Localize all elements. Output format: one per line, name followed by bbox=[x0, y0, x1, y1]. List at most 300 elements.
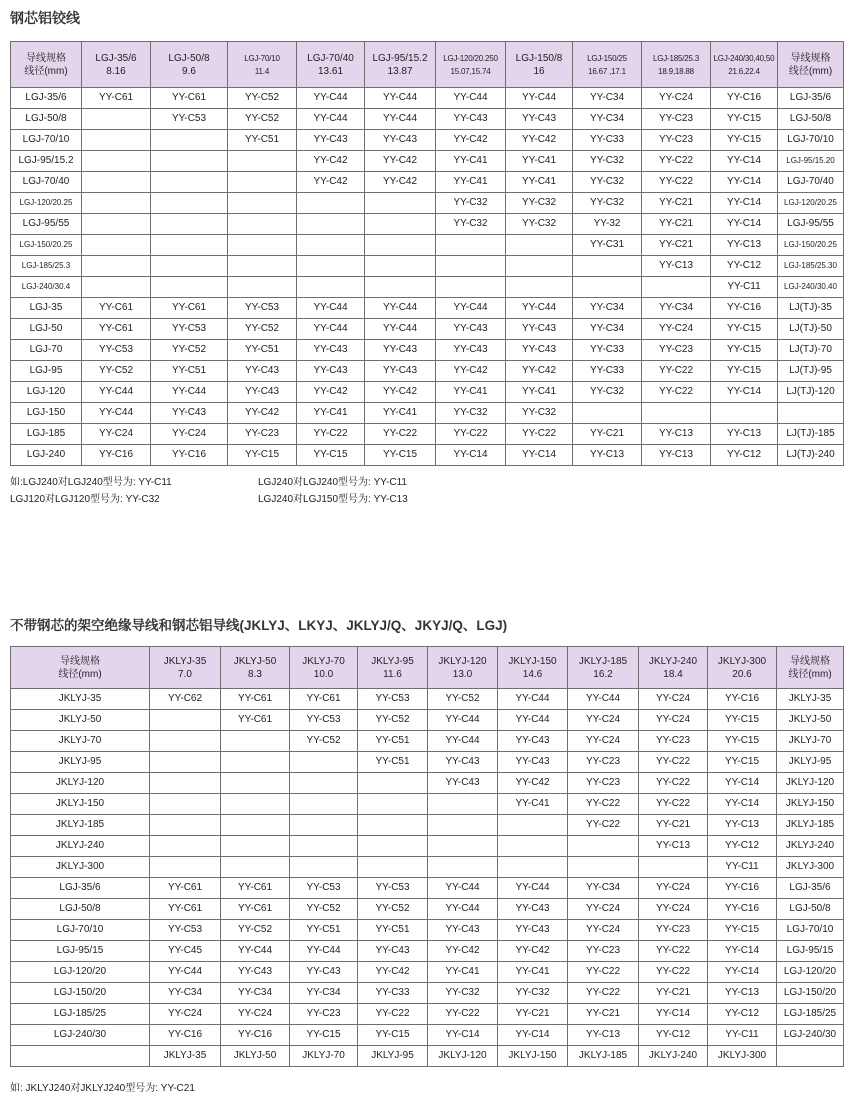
table1-header-label: LGJ-150/25 bbox=[587, 53, 627, 63]
table1-cell bbox=[228, 235, 297, 256]
table1-cell: LGJ-70 bbox=[11, 340, 82, 361]
table2-cell: YY-C52 bbox=[428, 689, 498, 710]
table2-cell: YY-C13 bbox=[708, 815, 777, 836]
table2-header-row bbox=[11, 647, 844, 689]
table1-cell: YY-C43 bbox=[228, 361, 297, 382]
table2-header-cell bbox=[11, 647, 150, 689]
table-row bbox=[11, 815, 844, 836]
table-row bbox=[11, 1025, 844, 1046]
table1-cell: YY-C14 bbox=[711, 214, 778, 235]
table2-cell: JKLYJ-150 bbox=[777, 794, 844, 815]
table1-header-cell bbox=[365, 42, 436, 88]
table1-cell: YY-C24 bbox=[151, 424, 228, 445]
table1-cell: YY-C43 bbox=[436, 319, 506, 340]
table2-cell: LGJ-120/20 bbox=[777, 962, 844, 983]
table2-cell: LGJ-50/8 bbox=[777, 899, 844, 920]
table2-cell bbox=[150, 857, 221, 878]
table1-cell: LJ(TJ)-35 bbox=[778, 298, 844, 319]
table2-header-diameter: 14.6 bbox=[522, 668, 543, 680]
table2-cell: YY-C53 bbox=[150, 920, 221, 941]
table2-header-diameter: 11.6 bbox=[383, 668, 402, 680]
table2-cell: YY-C53 bbox=[290, 878, 358, 899]
table2-cell bbox=[358, 836, 428, 857]
table1-cell: YY-C43 bbox=[506, 340, 573, 361]
table1-cell: LGJ-35/6 bbox=[778, 88, 844, 109]
table2-header-cell bbox=[708, 647, 777, 689]
table2-header-label: 导线规格 bbox=[60, 655, 100, 667]
table1-cell: YY-C13 bbox=[711, 235, 778, 256]
table1-cell: LGJ-150 bbox=[11, 403, 82, 424]
table1-cell: YY-C22 bbox=[365, 424, 436, 445]
table1-cell: YY-C21 bbox=[573, 424, 642, 445]
table2-cell: YY-C52 bbox=[221, 920, 290, 941]
table1-cell: YY-C13 bbox=[711, 424, 778, 445]
table-row bbox=[11, 151, 844, 172]
table1-cell bbox=[228, 172, 297, 193]
table2-cell bbox=[221, 794, 290, 815]
table1-cell: YY-C32 bbox=[506, 214, 573, 235]
table-row bbox=[11, 214, 844, 235]
table1-cell bbox=[151, 193, 228, 214]
table-row bbox=[11, 1046, 844, 1067]
table2-cell: YY-C61 bbox=[221, 878, 290, 899]
table1-cell: YY-C41 bbox=[436, 172, 506, 193]
table2-cell: YY-C43 bbox=[428, 920, 498, 941]
table1-cell: YY-C43 bbox=[506, 319, 573, 340]
table1-cell: YY-C32 bbox=[573, 382, 642, 403]
table1-cell: LGJ-95/15.20 bbox=[778, 151, 844, 172]
table1-cell bbox=[151, 214, 228, 235]
table-row bbox=[11, 1004, 844, 1025]
table2-cell: YY-C52 bbox=[290, 731, 358, 752]
table2-cell: JKLYJ-70 bbox=[777, 731, 844, 752]
table2-cell: YY-C22 bbox=[428, 1004, 498, 1025]
table2-cell: YY-C16 bbox=[708, 689, 777, 710]
table2-cell bbox=[150, 794, 221, 815]
table1-cell: YY-C43 bbox=[436, 109, 506, 130]
table1-cell: YY-C41 bbox=[436, 151, 506, 172]
table1-title: 钢芯铝铰线 bbox=[10, 10, 80, 26]
table2-cell: YY-C15 bbox=[708, 731, 777, 752]
table1-header-label: LGJ-185/25.3 bbox=[652, 53, 700, 63]
table1-cell bbox=[82, 109, 151, 130]
table1-cell: YY-C32 bbox=[506, 403, 573, 424]
table2-header-cell bbox=[568, 647, 639, 689]
table2-cell: LGJ-50/8 bbox=[11, 899, 150, 920]
table2-cell: YY-C12 bbox=[708, 836, 777, 857]
table-row bbox=[11, 235, 844, 256]
table1-cell: YY-C52 bbox=[151, 340, 228, 361]
table1-cell: YY-C22 bbox=[436, 424, 506, 445]
table2-cell: YY-C62 bbox=[150, 689, 221, 710]
table1-note-1: 如:LGJ240对LGJ240型号为: YY-C11 bbox=[10, 477, 172, 488]
table2-cell: YY-C24 bbox=[150, 1004, 221, 1025]
table2-cell: YY-C43 bbox=[498, 752, 568, 773]
table1-cell: YY-C51 bbox=[228, 340, 297, 361]
table2-cell: YY-C61 bbox=[221, 710, 290, 731]
table1-cell bbox=[365, 193, 436, 214]
table1-cell: YY-C15 bbox=[711, 130, 778, 151]
table1-header-row bbox=[11, 42, 844, 88]
table1-cell bbox=[297, 235, 365, 256]
table1-cell: YY-C23 bbox=[642, 109, 711, 130]
table1-cell bbox=[365, 277, 436, 298]
table2-cell: JKLYJ-70 bbox=[290, 1046, 358, 1067]
table2-header-cell bbox=[221, 647, 290, 689]
table2-cell: YY-C24 bbox=[568, 710, 639, 731]
table1-cell: YY-C42 bbox=[506, 130, 573, 151]
table2-header-cell bbox=[358, 647, 428, 689]
table2-cell: YY-C41 bbox=[498, 794, 568, 815]
table2-cell bbox=[568, 836, 639, 857]
table2-cell bbox=[290, 773, 358, 794]
table1-cell: YY-C44 bbox=[506, 298, 573, 319]
table2-cell: LGJ-95/15 bbox=[11, 941, 150, 962]
table2-cell: YY-C15 bbox=[708, 710, 777, 731]
table1-header-label: LGJ-120/20.250 bbox=[443, 53, 498, 63]
table2-cell: YY-C44 bbox=[428, 731, 498, 752]
table1-cell: LGJ-70/40 bbox=[11, 172, 82, 193]
table2-cell: YY-C44 bbox=[428, 899, 498, 920]
table2-cell: YY-C14 bbox=[639, 1004, 708, 1025]
table2-cell: YY-C24 bbox=[639, 689, 708, 710]
table2-cell: YY-C42 bbox=[428, 941, 498, 962]
table2-cell: YY-C51 bbox=[290, 920, 358, 941]
table1-cell: YY-C43 bbox=[365, 340, 436, 361]
table2-cell: LGJ-150/20 bbox=[11, 983, 150, 1004]
table1-note-3: LGJ120对LGJ120型号为: YY-C32 bbox=[10, 494, 160, 505]
table2-cell: YY-C13 bbox=[708, 983, 777, 1004]
table1-cell bbox=[228, 277, 297, 298]
table2-cell: JKLYJ-95 bbox=[777, 752, 844, 773]
table1-cell: YY-C15 bbox=[297, 445, 365, 466]
table1-cell: LJ(TJ)-120 bbox=[778, 382, 844, 403]
table2-cell: JKLYJ-120 bbox=[777, 773, 844, 794]
table1-cell: YY-C43 bbox=[506, 109, 573, 130]
table1-cell: YY-C33 bbox=[573, 130, 642, 151]
table1-cell: YY-C51 bbox=[228, 130, 297, 151]
table2-cell bbox=[290, 794, 358, 815]
table1-cell: LGJ-95/55 bbox=[778, 214, 844, 235]
table1-header-diameter: 21.6,22.4 bbox=[728, 66, 760, 76]
table1-cell: YY-C32 bbox=[573, 172, 642, 193]
table2-cell: YY-C23 bbox=[568, 941, 639, 962]
table2-header-cell bbox=[428, 647, 498, 689]
table1-cell bbox=[365, 235, 436, 256]
table2-cell: JKLYJ-240 bbox=[11, 836, 150, 857]
table2-cell: YY-C43 bbox=[428, 752, 498, 773]
table1-cell: YY-C43 bbox=[297, 340, 365, 361]
table1-cell: LGJ-150/20.25 bbox=[778, 235, 844, 256]
table2-cell: JKLYJ-50 bbox=[11, 710, 150, 731]
table2-cell: YY-C14 bbox=[708, 941, 777, 962]
table2-cell: YY-C14 bbox=[428, 1025, 498, 1046]
table1-cell bbox=[642, 403, 711, 424]
table2-cell: YY-C16 bbox=[221, 1025, 290, 1046]
table2-cell: YY-C51 bbox=[358, 731, 428, 752]
table1-cell: YY-C43 bbox=[228, 382, 297, 403]
table2-header-label: JKLYJ-35 bbox=[163, 655, 207, 667]
table2-cell bbox=[358, 815, 428, 836]
table-row bbox=[11, 130, 844, 151]
table1-cell: YY-C23 bbox=[228, 424, 297, 445]
table2-cell: JKLYJ-300 bbox=[11, 857, 150, 878]
table2-cell: YY-C24 bbox=[568, 731, 639, 752]
table1-cell: YY-C42 bbox=[297, 382, 365, 403]
table2-cell: JKLYJ-50 bbox=[221, 1046, 290, 1067]
table1-cell: YY-C12 bbox=[711, 445, 778, 466]
table1-cell: YY-C41 bbox=[506, 151, 573, 172]
table2-cell: YY-C16 bbox=[708, 878, 777, 899]
table1-header-diameter: 16 bbox=[533, 65, 545, 77]
table1-header-cell bbox=[778, 42, 844, 88]
table1-cell: YY-C33 bbox=[573, 340, 642, 361]
table2-cell: YY-C44 bbox=[290, 941, 358, 962]
table2-cell: YY-C52 bbox=[358, 710, 428, 731]
table1-cell: YY-C52 bbox=[228, 319, 297, 340]
table2-cell bbox=[221, 773, 290, 794]
table1-cell: YY-C52 bbox=[228, 88, 297, 109]
table2-cell bbox=[150, 815, 221, 836]
table1-cell: LJ(TJ)-50 bbox=[778, 319, 844, 340]
table2-cell: LGJ-35/6 bbox=[777, 878, 844, 899]
table2-cell bbox=[428, 794, 498, 815]
table2-cell: YY-C42 bbox=[358, 962, 428, 983]
table2-cell: JKLYJ-185 bbox=[777, 815, 844, 836]
table2-header-cell bbox=[498, 647, 568, 689]
table-row bbox=[11, 878, 844, 899]
table2-cell bbox=[428, 815, 498, 836]
table2-cell bbox=[639, 857, 708, 878]
table1-cell: YY-C13 bbox=[642, 445, 711, 466]
table2-cell: YY-C44 bbox=[498, 878, 568, 899]
table2-cell: YY-C61 bbox=[150, 899, 221, 920]
table2-cell: YY-C23 bbox=[639, 920, 708, 941]
table2-cell bbox=[358, 773, 428, 794]
table1-cell: YY-32 bbox=[573, 214, 642, 235]
table1-cell: YY-C53 bbox=[151, 109, 228, 130]
table2-cell: YY-C61 bbox=[221, 899, 290, 920]
table2-cell bbox=[221, 857, 290, 878]
table2-cell: YY-C42 bbox=[498, 773, 568, 794]
table1-cell: YY-C41 bbox=[506, 172, 573, 193]
table1-cell: YY-C24 bbox=[82, 424, 151, 445]
table2-cell: JKLYJ-185 bbox=[568, 1046, 639, 1067]
table1-cell: LJ(TJ)-95 bbox=[778, 361, 844, 382]
table2-cell: YY-C24 bbox=[568, 899, 639, 920]
table1-cell bbox=[436, 277, 506, 298]
table2-cell bbox=[290, 752, 358, 773]
table1-header-diameter: 9.6 bbox=[182, 65, 196, 77]
table2-cell bbox=[221, 815, 290, 836]
table2-cell: LGJ-185/25 bbox=[777, 1004, 844, 1025]
table1-cell: YY-C42 bbox=[365, 172, 436, 193]
table1-cell: LGJ-120 bbox=[11, 382, 82, 403]
table2-cell: YY-C41 bbox=[428, 962, 498, 983]
table1-cell: YY-C43 bbox=[297, 130, 365, 151]
table2-title: 不带钢芯的架空绝缘导线和钢芯铝导线(JKLYJ、LKYJ、JKLYJ/Q、JKYJ/Q、LGJ) bbox=[10, 618, 508, 633]
table2-cell: JKLYJ-150 bbox=[498, 1046, 568, 1067]
table2-cell bbox=[498, 857, 568, 878]
table1-cell: YY-C42 bbox=[228, 403, 297, 424]
table2-header-label: JKLYJ-240 bbox=[648, 655, 698, 667]
table1-cell: YY-C61 bbox=[151, 88, 228, 109]
table1-cell: YY-C15 bbox=[711, 319, 778, 340]
table2-header-label: JKLYJ-300 bbox=[717, 655, 767, 667]
table2-cell: LGJ-120/20 bbox=[11, 962, 150, 983]
table-row bbox=[11, 424, 844, 445]
table2-cell: YY-C16 bbox=[708, 899, 777, 920]
table1-cell: YY-C14 bbox=[436, 445, 506, 466]
table1-cell: LGJ-95 bbox=[11, 361, 82, 382]
table2-cell bbox=[150, 710, 221, 731]
table1-cell bbox=[82, 214, 151, 235]
table1-cell bbox=[82, 277, 151, 298]
table2-cell: YY-C43 bbox=[290, 962, 358, 983]
table2-cell: YY-C43 bbox=[498, 899, 568, 920]
table2-cell: LGJ-70/10 bbox=[777, 920, 844, 941]
table2-cell bbox=[11, 1046, 150, 1067]
table1-cell: YY-C61 bbox=[82, 319, 151, 340]
table1-header-diameter: 线径(mm) bbox=[24, 65, 68, 77]
table1-spec-table bbox=[10, 41, 844, 466]
table-row bbox=[11, 773, 844, 794]
table1-cell: YY-C33 bbox=[573, 361, 642, 382]
table1-cell: YY-C32 bbox=[436, 403, 506, 424]
table2-header-cell bbox=[150, 647, 221, 689]
table2-cell: YY-C43 bbox=[498, 920, 568, 941]
table1-cell: YY-C32 bbox=[436, 214, 506, 235]
table2-cell: YY-C51 bbox=[358, 920, 428, 941]
table2-header-label: 导线规格 bbox=[790, 655, 830, 667]
table2-cell bbox=[290, 836, 358, 857]
table1-cell: YY-C61 bbox=[82, 88, 151, 109]
table1-cell: YY-C15 bbox=[228, 445, 297, 466]
table-row bbox=[11, 689, 844, 710]
table1-cell: YY-C13 bbox=[642, 256, 711, 277]
table1-cell bbox=[82, 130, 151, 151]
table2-cell: YY-C15 bbox=[708, 752, 777, 773]
table2-cell: YY-C45 bbox=[150, 941, 221, 962]
table1-cell: LGJ-95/15.2 bbox=[11, 151, 82, 172]
table2-cell: YY-C22 bbox=[639, 941, 708, 962]
table1-cell: YY-C34 bbox=[573, 319, 642, 340]
table2-cell: JKLYJ-240 bbox=[777, 836, 844, 857]
table2-cell bbox=[358, 794, 428, 815]
table2-cell: LGJ-240/30 bbox=[777, 1025, 844, 1046]
table2-header-label: JKLYJ-185 bbox=[578, 655, 628, 667]
table1-cell: YY-C22 bbox=[297, 424, 365, 445]
table2-cell: LGJ-150/20 bbox=[777, 983, 844, 1004]
table1-cell: YY-C34 bbox=[642, 298, 711, 319]
table1-cell: YY-C44 bbox=[151, 382, 228, 403]
table2-header-label: JKLYJ-150 bbox=[508, 655, 557, 667]
table1-cell: YY-C16 bbox=[711, 298, 778, 319]
table1-header-label: 导线规格 bbox=[790, 52, 831, 64]
table2-cell bbox=[428, 857, 498, 878]
table1-cell: LGJ-35 bbox=[11, 298, 82, 319]
table1-cell: YY-C15 bbox=[711, 109, 778, 130]
table1-cell: YY-C14 bbox=[711, 382, 778, 403]
table2-cell: YY-C24 bbox=[568, 920, 639, 941]
table1-cell bbox=[82, 256, 151, 277]
table1-note-2: LGJ240对LGJ240型号为: YY-C11 bbox=[258, 477, 407, 488]
table2-cell: YY-C34 bbox=[150, 983, 221, 1004]
table2-cell: YY-C22 bbox=[358, 1004, 428, 1025]
table1-header-diameter: 线径(mm) bbox=[788, 65, 833, 77]
table1-header-cell bbox=[151, 42, 228, 88]
table1-header-cell bbox=[82, 42, 151, 88]
table2-cell: YY-C44 bbox=[428, 710, 498, 731]
table1-cell: LGJ-70/10 bbox=[778, 130, 844, 151]
table1-cell: YY-C15 bbox=[711, 340, 778, 361]
table1-cell bbox=[642, 277, 711, 298]
table1-cell bbox=[82, 172, 151, 193]
table2-header-label: JKLYJ-50 bbox=[233, 655, 277, 667]
table1-cell: YY-C15 bbox=[365, 445, 436, 466]
table1-header-diameter: 15.07,15.74 bbox=[450, 66, 491, 76]
table2-cell bbox=[498, 815, 568, 836]
table-row bbox=[11, 836, 844, 857]
table2-cell: JKLYJ-95 bbox=[11, 752, 150, 773]
table1-cell: YY-C23 bbox=[642, 130, 711, 151]
table2-cell: YY-C22 bbox=[639, 794, 708, 815]
table2-header-diameter: 7.0 bbox=[178, 668, 192, 680]
table2-cell: JKLYJ-185 bbox=[11, 815, 150, 836]
table2-cell: JKLYJ-240 bbox=[639, 1046, 708, 1067]
table1-header-cell bbox=[228, 42, 297, 88]
table2-cell: JKLYJ-120 bbox=[428, 1046, 498, 1067]
table1-cell: YY-C44 bbox=[436, 88, 506, 109]
table1-cell: YY-C53 bbox=[228, 298, 297, 319]
table2-cell: JKLYJ-150 bbox=[11, 794, 150, 815]
table2-cell: YY-C14 bbox=[708, 773, 777, 794]
table2-cell: YY-C43 bbox=[428, 773, 498, 794]
table1-cell: YY-C43 bbox=[297, 361, 365, 382]
table1-header-diameter: 11.4 bbox=[254, 66, 270, 76]
table-row bbox=[11, 899, 844, 920]
table1-cell: LGJ-50 bbox=[11, 319, 82, 340]
table1-cell: YY-C34 bbox=[573, 298, 642, 319]
table-row bbox=[11, 962, 844, 983]
table2-cell: YY-C51 bbox=[358, 752, 428, 773]
table1-cell bbox=[506, 235, 573, 256]
table1-cell: YY-C21 bbox=[642, 193, 711, 214]
table1-cell bbox=[573, 256, 642, 277]
table1-cell: YY-C44 bbox=[82, 382, 151, 403]
table-row bbox=[11, 298, 844, 319]
table1-header-label: LGJ-35/6 bbox=[95, 52, 137, 64]
table2-cell: YY-C44 bbox=[498, 689, 568, 710]
table1-cell: YY-C31 bbox=[573, 235, 642, 256]
table1-cell: YY-C23 bbox=[642, 340, 711, 361]
table2-cell: YY-C23 bbox=[568, 752, 639, 773]
table1-cell: YY-C61 bbox=[151, 298, 228, 319]
table1-cell bbox=[228, 256, 297, 277]
table2-cell: JKLYJ-95 bbox=[358, 1046, 428, 1067]
table1-cell bbox=[573, 403, 642, 424]
table1-cell: YY-C42 bbox=[365, 151, 436, 172]
table1-cell: YY-C44 bbox=[365, 298, 436, 319]
table1-header-diameter: 13.87 bbox=[387, 65, 413, 77]
table2-cell: YY-C22 bbox=[568, 962, 639, 983]
table2-cell: YY-C11 bbox=[708, 857, 777, 878]
table1-cell bbox=[228, 151, 297, 172]
table1-cell: LGJ-95/55 bbox=[11, 214, 82, 235]
table2-note-1: 如: JKLYJ240对JKLYJ240型号为: YY-C21 bbox=[10, 1083, 195, 1094]
table2-cell: YY-C43 bbox=[221, 962, 290, 983]
table1-cell bbox=[297, 193, 365, 214]
